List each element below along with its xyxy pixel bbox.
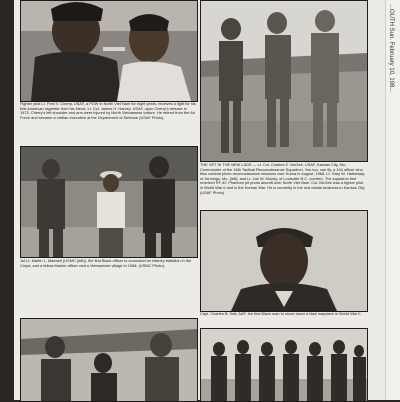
photo-pilots-aircraft <box>20 318 198 402</box>
newspaper-page <box>14 0 390 400</box>
photo-maxwell-village <box>20 146 198 258</box>
edge-header-text: ...OUTH Sun. February 10, 198... <box>388 4 394 93</box>
caption-cherry: Fighter pilot Lt. Fred V. Cherry, USAF, a POW in North Viet Nam for eight years, receives a light for his first American cigarette from his friend, Lt. Col. James H. Harvey. USAF, upon Cherry's release in 1973. Cherry's left shoulder and arm were injured by North Vietnamese torture. He retired from the Air Force and became a civilian executive at the Department of Defense (USAF Photo). <box>20 102 196 120</box>
caption-mcgee: THE VET IN THE NEW LADS — Lt. Col. Charles E. McGee, USAF, Kansas City, Mo., Commander of the 16th Tactical Reconnaissance Squadron. You too, can fly, a 104 officer who flew combat photo reconnaissance missions over Korea in August, 1968, Lt. Gary W. Hatheway, of Jennings, Mo. (left), and Lt. Joe W. Moody, of Louisville N.C. (center). The squadron first received RF-4C Phantom jet photo aircraft over North Viet Nam. Col. McGee was a fighter pilot in World War II and in the Korean War. He is currently in the real estate business in Kansas City. (USAF Photo). <box>200 163 366 195</box>
photo-officers-group <box>200 328 368 402</box>
caption-maxwell: 1st Lt. Martin L. Maxwell (USMC (left)), the first Black officer to command an infantry battalion in the Corps, and a fellow Marine officer visit a Vietnamese village in 1968. (USMC Photo). <box>20 259 192 268</box>
caption-hall: Capt. Charles B. Hall, AAF, the first Black man to shoot down a Nazi warplane in World War II. <box>200 312 362 316</box>
photo-cherry-cigarette <box>20 0 198 102</box>
photo-mcgee-squadron <box>200 0 368 162</box>
page-edge-strip <box>385 0 400 400</box>
photo-hall-portrait <box>200 210 368 312</box>
